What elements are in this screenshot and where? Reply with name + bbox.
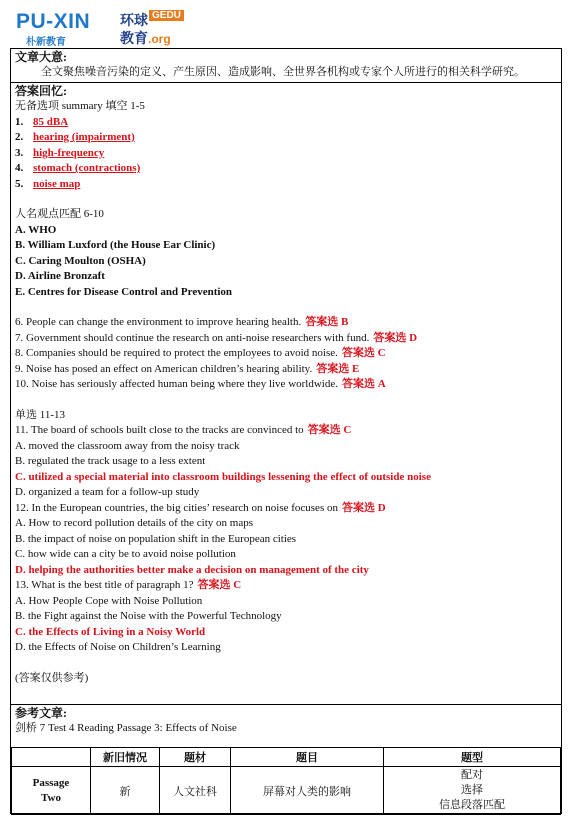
info-table	[11, 747, 561, 815]
info-table-header	[12, 748, 561, 767]
part1-list	[11, 115, 561, 193]
answers-note: (答案仅供参考)	[15, 671, 89, 684]
passage-label-line2: Two	[41, 791, 61, 804]
header-cell: 题型	[384, 748, 561, 767]
type-item: 配对	[461, 769, 483, 781]
answer-tag: 答案选 C	[341, 347, 386, 359]
summary-section	[11, 49, 561, 83]
option: A. How to record pollution details of the city on maps	[15, 517, 253, 529]
person-option: B. William Luxford (the House Ear Clinic)	[15, 239, 216, 251]
people-list	[11, 223, 561, 301]
topic-cell: 屏幕对人类的影响	[231, 767, 384, 815]
mcq-list	[11, 423, 561, 656]
correct-option: D. helping the authorities better make a decision on management of the city	[15, 563, 369, 576]
option: B. regulated the track usage to a less extent	[15, 455, 206, 467]
question-row	[11, 501, 561, 517]
question-text: 12. In the European countries, the big cities’ research on noise focuses on	[15, 501, 338, 514]
statement-text: 9. Noise has posed an effect on American children’s hearing ability.	[15, 362, 313, 375]
answer-number: 1.	[15, 115, 24, 128]
header-cell: 新旧情况	[91, 748, 160, 767]
statement-text: 6. People can change the environment to improve hearing health.	[15, 316, 302, 328]
option: C. how wide can a city be to avoid noise pollution	[15, 548, 236, 560]
types-cell	[384, 767, 561, 815]
question-row	[11, 423, 561, 439]
summary-label: 文章大意:	[15, 50, 67, 64]
answer-tag: 答案选 E	[316, 362, 360, 375]
type-item: 信息段落匹配	[439, 799, 505, 811]
statement-row	[11, 315, 561, 331]
puxin-logo	[16, 10, 91, 48]
part2-title: 人名观点匹配 6-10	[15, 208, 104, 220]
answers-label: 答案回忆:	[15, 84, 67, 98]
reference-text: 剑桥 7 Test 4 Reading Passage 3: Effects of Noise	[15, 722, 237, 734]
type-item: 选择	[461, 784, 483, 796]
answer-text: noise map	[33, 177, 81, 190]
answer-number: 5.	[15, 177, 24, 190]
reference-section	[11, 705, 561, 747]
answer-tag: 答案选 C	[197, 579, 242, 591]
header-cell: 题材	[160, 748, 231, 767]
answer-row	[11, 177, 561, 193]
status-cell: 新	[91, 767, 160, 815]
answer-tag: 答案选 B	[305, 316, 349, 328]
correct-option: C. the Effects of Living in a Noisy World	[15, 625, 206, 638]
option: B. the Fight against the Noise with the Powerful Technology	[15, 610, 282, 622]
statement-list	[11, 315, 561, 393]
statement-row	[11, 377, 561, 393]
puxin-logo-main: PU-XIN	[16, 10, 91, 33]
statement-text: 8. Companies should be required to protect the employees to avoid noise.	[15, 347, 338, 359]
answer-number: 2.	[15, 131, 24, 143]
summary-text: 全文聚焦噪音污染的定义、产生原因、造成影响、全世界各机构或专家个人所进行的相关科学研究。	[41, 66, 525, 78]
info-table-row	[12, 767, 561, 815]
person-option: C. Caring Moulton (OSHA)	[15, 254, 146, 267]
statement-row	[11, 362, 561, 378]
reference-label: 参考文章:	[15, 706, 67, 720]
option: D. the Effects of Noise on Children’s Learning	[15, 641, 221, 653]
genre-cell: 人文社科	[160, 767, 231, 815]
question-row	[11, 578, 561, 594]
person-option: E. Centres for Disease Control and Prevention	[15, 285, 233, 298]
answer-row	[11, 115, 561, 131]
passage-label-line1: Passage	[32, 776, 70, 789]
document-frame	[10, 48, 562, 814]
answer-row	[11, 161, 561, 177]
statement-text: 10. Noise has seriously affected human being where they live worldwide.	[15, 378, 338, 390]
answer-tag: 答案选 C	[307, 424, 352, 436]
answer-tag: 答案选 A	[342, 378, 386, 390]
answers-section	[11, 83, 561, 705]
answer-row	[11, 130, 561, 146]
answer-tag: 答案选 D	[373, 331, 418, 344]
correct-option: C. utilized a special material into classroom buildings lessening the effect of outside noise	[15, 470, 431, 483]
answer-row	[11, 146, 561, 162]
answer-text: hearing (impairment)	[33, 131, 135, 143]
gedu-logo	[120, 10, 184, 48]
statement-row	[11, 331, 561, 347]
person-option: A. WHO	[15, 223, 57, 236]
part3-title: 单选 11-13	[15, 408, 66, 421]
option: D. organized a team for a follow-up study	[15, 486, 200, 498]
person-option: D. Airline Bronzaft	[15, 270, 105, 282]
answer-text: 85 dBA	[33, 115, 69, 128]
question-text: 11. The board of schools built close to the tracks are convinced to	[15, 424, 304, 436]
statement-row	[11, 346, 561, 362]
gedu-logo-cn2: 教育	[120, 30, 148, 46]
statement-text: 7. Government should continue the research on anti-noise researchers with fund.	[15, 331, 370, 344]
gedu-logo-cn1: 环球	[120, 12, 148, 28]
header-cell: 题目	[231, 748, 384, 767]
option: A. How People Cope with Noise Pollution	[15, 594, 203, 607]
answer-number: 4.	[15, 162, 24, 174]
answer-text: stomach (contractions)	[33, 162, 141, 174]
gedu-logo-badge: GEDU	[149, 10, 184, 21]
part1-title: 无备选项 summary 填空 1-5	[15, 100, 145, 112]
header	[10, 6, 562, 46]
passage-label-cell	[12, 767, 91, 815]
answer-number: 3.	[15, 146, 24, 159]
puxin-logo-sub: 朴新教育	[26, 37, 66, 48]
gedu-logo-org: .org	[148, 32, 171, 46]
answer-tag: 答案选 D	[341, 501, 386, 514]
option: A. moved the classroom away from the noisy track	[15, 439, 240, 452]
question-text: 13. What is the best title of paragraph 1?	[15, 579, 194, 591]
header-cell	[12, 748, 91, 767]
answer-text: high-frequency	[33, 146, 105, 159]
option: B. the impact of noise on population shift in the European cities	[15, 532, 297, 545]
